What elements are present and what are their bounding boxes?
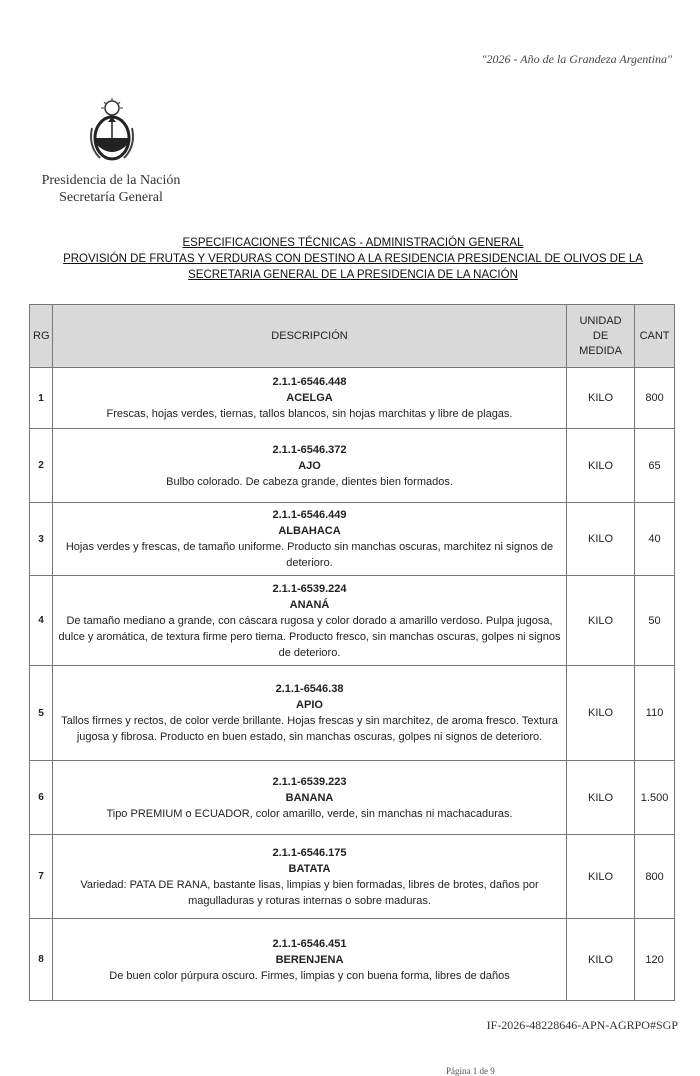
row-rg: 2	[30, 429, 53, 503]
row-rg: 8	[30, 919, 53, 1001]
row-unit: KILO	[566, 666, 634, 761]
row-description	[53, 666, 567, 761]
coat-of-arms-seal	[86, 98, 138, 164]
title-line-1: ESPECIFICACIONES TÉCNICAS - ADMINISTRACIÓN GENERAL	[182, 237, 524, 249]
org-line-presidencia: Presidencia de la Nación	[41, 173, 181, 188]
row-rg: 3	[30, 503, 53, 576]
document-id: IF-2026-48228646-APN-AGRPO#SGP	[486, 1018, 678, 1032]
row-unit: KILO	[566, 429, 634, 503]
row-quantity: 110	[635, 666, 675, 761]
item-name: BANANA	[285, 791, 334, 804]
table-row	[30, 666, 675, 761]
item-description: Bulbo colorado. De cabeza grande, dientes bien formados.	[166, 475, 453, 488]
item-description: Frescas, hojas verdes, tiernas, tallos blancos, sin hojas marchitas y libre de plagas.	[106, 408, 513, 420]
row-description	[53, 503, 567, 576]
table-row	[30, 835, 675, 919]
row-rg: 7	[30, 835, 53, 919]
item-code: 2.1.1-6546.372	[272, 443, 347, 456]
table-row	[30, 576, 675, 666]
header-unidad-line1: UNIDAD	[579, 314, 622, 327]
table-row	[30, 919, 675, 1001]
item-description: De tamaño mediano a grande, con cáscara rugosa y color dorado a amarillo verdoso. Pulpa jugosa, dulce y aromática, de textura firme pero tierna. Producto fresco, sin manchas oscuras, golpes ni signos de deterioro.	[58, 614, 561, 659]
table-header-row	[30, 305, 675, 368]
row-description	[53, 368, 567, 429]
row-unit: KILO	[566, 761, 634, 835]
row-description	[53, 576, 567, 666]
row-rg: 4	[30, 576, 53, 666]
row-description	[53, 761, 567, 835]
row-quantity: 120	[635, 919, 675, 1001]
table-row	[30, 368, 675, 429]
specifications-table	[29, 304, 675, 1001]
row-quantity: 65	[635, 429, 675, 503]
title-line-2: PROVISIÓN DE FRUTAS Y VERDURAS CON DESTINO A LA RESIDENCIA PRESIDENCIAL DE OLIVOS DE LA	[63, 253, 643, 265]
org-line-secretaria: Secretaría General	[59, 190, 163, 205]
item-description: Tipo PREMIUM o ECUADOR, color amarillo, verde, sin manchas ni machacaduras.	[106, 807, 513, 820]
item-code: 2.1.1-6546.448	[272, 376, 347, 388]
header-rg: RG	[30, 305, 53, 368]
item-name: AJO	[298, 459, 321, 472]
row-unit: KILO	[566, 368, 634, 429]
table-row	[30, 761, 675, 835]
item-description: De buen color púrpura oscuro. Firmes, limpias y con buena forma, libres de daños	[109, 969, 510, 982]
table-row	[30, 429, 675, 503]
item-name: ALBAHACA	[278, 525, 341, 537]
row-unit: KILO	[566, 919, 634, 1001]
item-code: 2.1.1-6546.38	[275, 683, 344, 695]
row-rg: 1	[30, 368, 53, 429]
issuing-organization	[26, 172, 196, 206]
row-quantity: 800	[635, 835, 675, 919]
table-row	[30, 503, 675, 576]
year-motto: "2026 - Año de la Grandeza Argentina"	[481, 52, 672, 66]
item-description: Hojas verdes y frescas, de tamaño uniforme. Producto sin manchas oscuras, marchitez ni signos de deterioro.	[65, 541, 554, 569]
item-code: 2.1.1-6546.175	[272, 846, 347, 859]
item-code: 2.1.1-6546.451	[272, 937, 347, 950]
header-unidad-line3: MEDIDA	[579, 344, 622, 357]
item-name: ACELGA	[286, 392, 333, 404]
item-code: 2.1.1-6539.224	[272, 582, 347, 595]
header-unidad-line2: DE	[592, 329, 609, 342]
item-name: BATATA	[288, 862, 331, 875]
row-description	[53, 919, 567, 1001]
row-rg: 6	[30, 761, 53, 835]
row-unit: KILO	[566, 835, 634, 919]
header-cant: CANT	[635, 305, 675, 368]
row-unit: KILO	[566, 503, 634, 576]
page-number: Página 1 de 9	[446, 1066, 495, 1076]
document-titles	[30, 235, 676, 283]
row-quantity: 50	[635, 576, 675, 666]
item-code: 2.1.1-6546.449	[272, 509, 347, 521]
header-unidad-medida	[566, 305, 634, 368]
title-line-3: SECRETARIA GENERAL DE LA PRESIDENCIA DE LA NACIÓN	[188, 269, 518, 281]
row-unit: KILO	[566, 576, 634, 666]
header-descripcion: DESCRIPCIÓN	[53, 305, 567, 368]
item-name: APIO	[296, 699, 323, 711]
row-rg: 5	[30, 666, 53, 761]
item-code: 2.1.1-6539.223	[272, 775, 347, 788]
row-description	[53, 429, 567, 503]
row-description	[53, 835, 567, 919]
item-name: ANANÁ	[289, 598, 330, 611]
item-name: BERENJENA	[275, 953, 344, 966]
row-quantity: 1.500	[635, 761, 675, 835]
row-quantity: 40	[635, 503, 675, 576]
row-quantity: 800	[635, 368, 675, 429]
item-description: Variedad: PATA DE RANA, bastante lisas, limpias y bien formadas, libres de brotes, daños por magulladuras y roturas internas o sobre maduras.	[80, 878, 539, 907]
item-description: Tallos firmes y rectos, de color verde brillante. Hojas frescas y sin marchitez, de aroma fresco. Textura jugosa y fibrosa. Producto en buen estado, sin manchas oscuras, golpes ni signos de deterioro.	[61, 715, 558, 743]
